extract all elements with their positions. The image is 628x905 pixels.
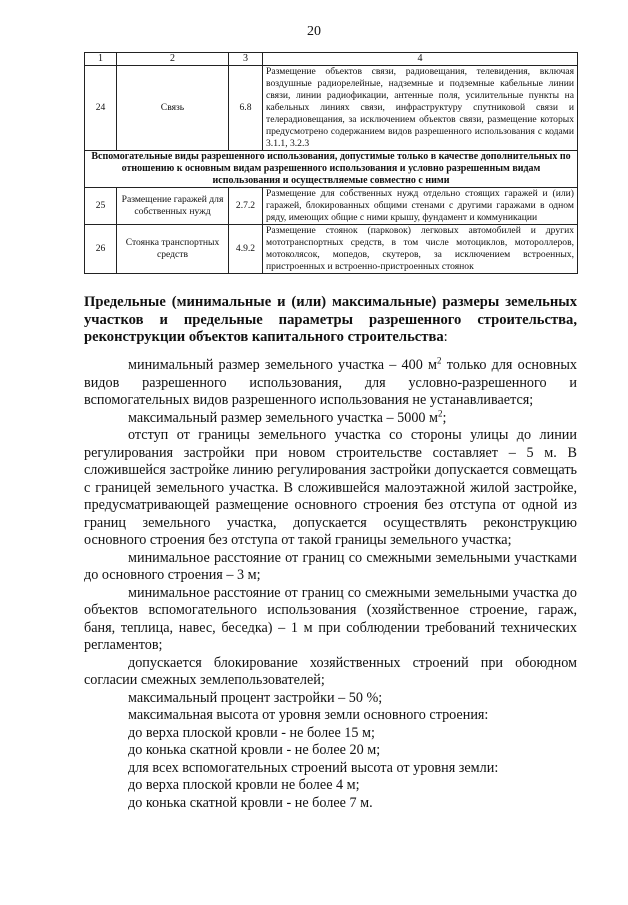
paragraph-max-plot-size: [84, 407, 577, 428]
table-section-row: [85, 151, 578, 188]
section-heading: [84, 294, 577, 347]
use-type-code: 6.8: [229, 66, 263, 151]
table-header-cell: 3: [229, 53, 263, 66]
paragraph-max-height-main: максимальная высота от уровня земли основного строения:: [128, 707, 489, 723]
use-type-description: Размещение объектов связи, радиовещания, телевидения, включая воздушные радиорелейные, надземные и подземные кабельные линии связи, линии радиофикации, антенные поля, усилительные пункты на кабельных линиях связи, инфраструктуру спутниковой связи и телерадиовещания, за исключением объектов связи, размещение которых предусмотрено содержанием видов разрешенного использования с кодами 3.1.1, 3.2.3: [263, 66, 578, 151]
use-type-code: 4.9.2: [229, 225, 263, 274]
section-title: Вспомогательные виды разрешенного использования, допустимые только в качестве дополнительных по отношению к основным видам разрешенного использования и условно разрешенным видам использования и осуществляемые совместно с ними: [85, 151, 578, 188]
use-type-name: Стоянка транспортных средств: [117, 225, 229, 274]
row-number: 24: [85, 66, 117, 151]
use-type-name: Размещение гаражей для собственных нужд: [117, 188, 229, 225]
section-heading-colon: :: [443, 329, 448, 345]
use-type-description: Размещение стоянок (парковок) легковых автомобилей и других мототранспортных средств, в том числе мотоциклов, мотороллеров, мотоколясок, мопедов, скутеров, за исключением встроенных, пристроенных и встроенно-пристроенных стоянок: [263, 225, 578, 274]
table-row: [85, 66, 578, 151]
paragraph-pitched-roof-auxiliary: до конька скатной кровли - не более 7 м.: [128, 794, 373, 811]
paragraph-coverage: максимальный процент застройки – 50 %;: [128, 689, 383, 706]
superscript: 2: [438, 407, 443, 418]
paragraph-flat-roof-main: до верха плоской кровли - не более 15 м;: [128, 724, 375, 741]
superscript: 2: [437, 355, 442, 366]
paragraph-text: максимальный размер земельного участка – 5000 м: [128, 409, 439, 426]
paragraph-main-building-distance: минимальное расстояние от границ со смежными земельными участками до основного строения – 3 м;: [84, 549, 577, 583]
table-row: [85, 188, 578, 225]
paragraph-min-plot-size: [84, 357, 577, 410]
paragraph-text: ;: [442, 409, 447, 426]
section-heading-text: Предельные (минимальные и (или) максимальные) размеры земельных участков и предельные параметры разрешенного строительства, реконструкции объектов капитального строительства: [84, 294, 577, 345]
row-number: 25: [85, 188, 117, 225]
table-header-cell: 1: [85, 53, 117, 66]
table-row: [85, 225, 578, 274]
use-type-description: Размещение для собственных нужд отдельно стоящих гаражей и (или) гаражей, блокированных общими стенами с другими гаражами в одном ряду, имеющих общие с ними крышу, фундамент и коммуникации: [263, 188, 578, 225]
paragraph-blocking: допускается блокирование хозяйственных строений при обоюдном согласии смежных землепользователей;: [84, 654, 577, 688]
table-header-cell: 2: [117, 53, 229, 66]
document-body: [84, 357, 577, 812]
table-header-cell: 4: [263, 53, 578, 66]
paragraph-auxiliary-building-distance: минимальное расстояние от границ со смежными земельными участка до объектов вспомогательного использования (хозяйственное строение, гараж, баня, теплица, навес, беседка) – 1 м при соблюдении требований технических регламентов;: [84, 584, 577, 653]
paragraph-pitched-roof-main: до конька скатной кровли - не более 20 м;: [128, 742, 381, 758]
paragraph-text: минимальный размер земельного участка – 400 м: [128, 357, 437, 373]
table-header-row: [85, 53, 578, 66]
land-use-table: [84, 52, 578, 274]
paragraph-max-height-auxiliary: для всех вспомогательных строений высота от уровня земли:: [128, 759, 499, 776]
paragraph-text: только для основных видов разрешенного использования, для условно-разрешенного и вспомогательных видов разрешенного использования не устанавливается;: [84, 357, 577, 408]
use-type-code: 2.7.2: [229, 188, 263, 225]
page-number: 20: [307, 24, 321, 39]
paragraph-flat-roof-auxiliary: до верха плоской кровли не более 4 м;: [128, 777, 360, 793]
use-type-name: Связь: [117, 66, 229, 151]
row-number: 26: [85, 225, 117, 274]
paragraph-street-setback: отступ от границы земельного участка со стороны улицы до линии регулирования застройки при новом строительстве составляет – 5 м. В сложившейся застройке линию регулирования застройки допускается совмещать с границей земельного участка. В сложившейся малоэтажной жилой застройке, предусматривающей размещение основного строения без отступа от одной из границ земельного участка, допускается осуществлять реконструкцию основного строения без отступа от такой границы земельного участка;: [84, 427, 577, 548]
